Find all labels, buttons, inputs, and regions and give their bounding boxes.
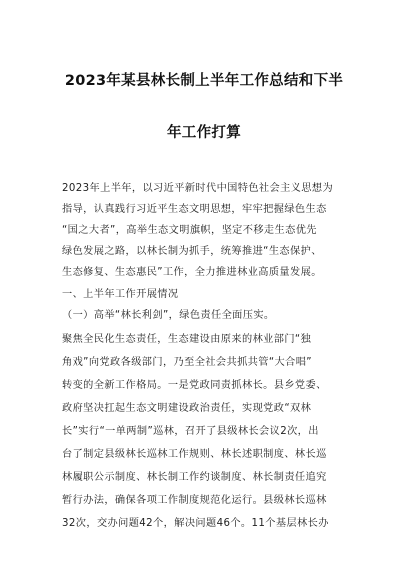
body-line-11: 政府坚决扛起生态文明建设政治责任，实现党政“双林 — [62, 403, 312, 414]
body-line-1: 2023年上半年，以习近平新时代中国特色社会主义思想为 — [62, 183, 334, 194]
body-line-2: 指导，认真践行习近平生态文明思想，牢牢把握绿色生态 — [62, 204, 327, 215]
body-line-9: 角戏”向党政各级部门，乃至全社会共抓共管“大合唱” — [62, 357, 312, 368]
body-line-5: 生态修复、生态惠民”工作，全力推进林业高质量发展。 — [62, 267, 322, 278]
body-line-12: 长”实行“一单两制”巡林，召开了县级林长会议2次，出 — [62, 426, 319, 437]
body-line-16: 32次，交办问题42个，解决问题46个。11个基层林长办 — [62, 518, 329, 529]
body-line-10: 转变的全新工作格局。一是党政同责抓林长。县乡党委、 — [62, 380, 327, 391]
body-line-3: “国之大者”，高举生态文明旗帜，坚定不移走生态优先 — [62, 225, 317, 236]
body-line-8: 聚焦全民化生态责任，生态建设由原来的林业部门“独 — [62, 334, 312, 345]
body-line-15: 暂行办法，确保各项工作制度规范化运行。县级林长巡林 — [62, 495, 327, 506]
subsection-heading: （一）高举“林长利剑”，绿色责任全面压实。 — [62, 310, 275, 321]
body-line-14: 林履职公示制度、林长制工作约谈制度、林长制责任追究 — [62, 472, 327, 483]
document-title-line-2: 年工作打算 — [167, 125, 241, 141]
section-heading: 一、上半年工作开展情况 — [62, 289, 179, 300]
body-line-4: 绿色发展之路，以林长制为抓手，统筹推进“生态保护、 — [62, 246, 322, 257]
document-title-line-1: 2023年某县林长制上半年工作总结和下半 — [64, 73, 344, 89]
body-line-13: 台了制定县级林长巡林工作规则、林长述职制度、林长巡 — [62, 449, 327, 460]
